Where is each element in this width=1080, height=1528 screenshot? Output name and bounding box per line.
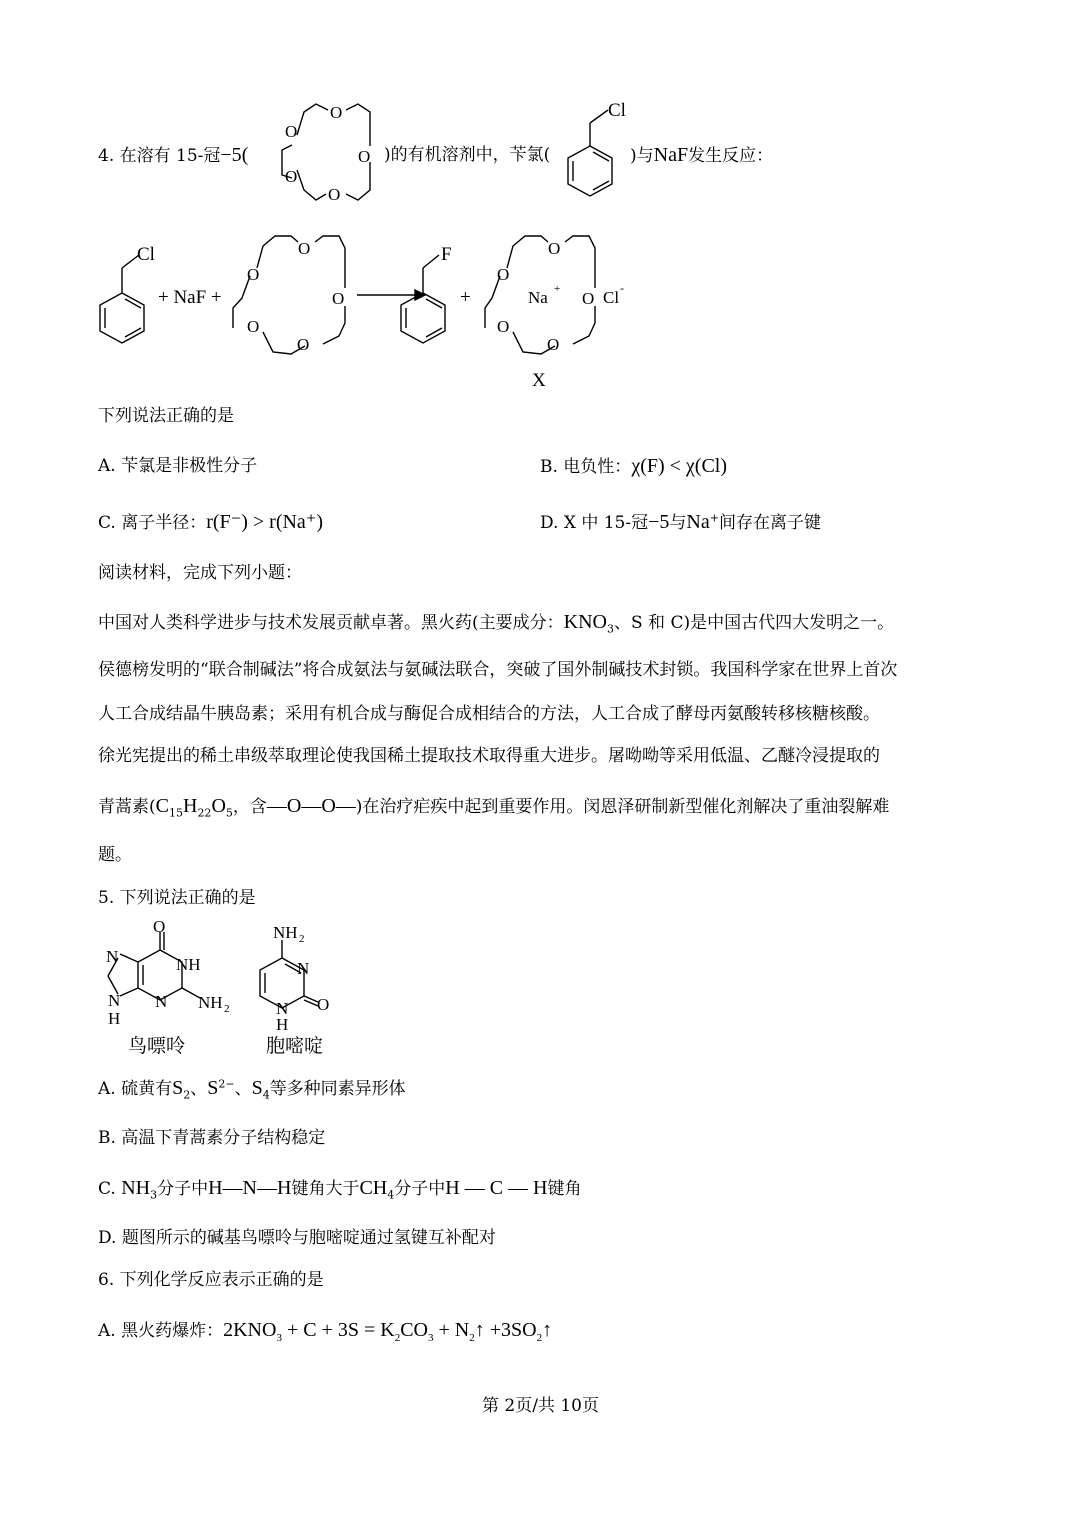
sub: 3: [427, 1332, 434, 1344]
material-line-1: [98, 611, 895, 636]
amino-label: NH: [273, 923, 298, 942]
naf-reagent: + NaF +: [158, 287, 222, 308]
sub: 4: [387, 1188, 395, 1202]
q4-option-b-formula: χ(F) < χ(Cl): [631, 455, 728, 477]
material-line-5a: 青蒿素(: [98, 797, 156, 817]
q4-stem-mid: [384, 145, 550, 165]
q4-after-benzyl: )与: [630, 146, 654, 166]
reaction-scheme: [95, 228, 635, 393]
q5-option-c-prefix: C.: [98, 1179, 116, 1199]
ch4-formula: CH: [359, 1177, 388, 1199]
eq-part: CO: [400, 1319, 428, 1341]
sup: 2−: [218, 1077, 235, 1091]
hydrogen-label: H: [276, 1015, 289, 1034]
q4-stem: [98, 145, 248, 166]
sub: 2: [469, 1332, 475, 1344]
q4-option-d-dash: −5: [648, 511, 670, 533]
nitrogen-label: N: [155, 992, 168, 1011]
page-number: 第 2页/共 10页: [482, 1396, 599, 1416]
q4-option-d-prefix: D. X 中 15-冠: [540, 513, 649, 533]
formula-sub: 15: [168, 806, 183, 820]
f-atom: F: [441, 244, 452, 265]
guanine-diagram: [100, 918, 250, 1033]
sulfur-s4: S: [251, 1077, 263, 1099]
formula-sub: 5: [225, 806, 233, 820]
material-line-1a: 中国对人类科学进步与技术发展贡献卓著。黑火药(主要成分：: [98, 613, 564, 633]
text: 键角大于: [291, 1179, 360, 1199]
q4-option-a[interactable]: A. 苄氯是非极性分子: [98, 456, 258, 476]
eq-part: 2KNO: [223, 1319, 277, 1341]
material-line-6: 题。: [98, 845, 132, 865]
formula-o: O: [211, 795, 226, 817]
cl-ion: Cl: [603, 288, 620, 307]
material-line-2: 侯德榜发明的“联合制碱法”将合成氨法与氨碱法联合，突破了国外制碱技术封锁。我国科学家在世界上首次: [98, 660, 898, 680]
o-atom: O: [285, 122, 298, 141]
x-label: X: [532, 370, 546, 391]
formula-h: H: [182, 795, 198, 817]
q4-option-d-sup: +: [709, 511, 719, 525]
o-atom: O: [297, 335, 310, 354]
q4-option-d-na: Na: [686, 511, 710, 533]
q4-option-c[interactable]: [98, 512, 323, 533]
q5-option-a-end: 等多种同素异形体: [269, 1079, 406, 1099]
o-atom: O: [332, 289, 345, 308]
o-atom: O: [497, 265, 510, 284]
nitrogen-label: N: [106, 947, 119, 966]
material-line-5b: ，含: [232, 797, 267, 817]
na-charge: +: [554, 283, 561, 295]
amino-label: NH: [198, 993, 223, 1012]
nitrogen-label: N: [276, 999, 289, 1018]
q4-option-d-end: 间存在离子键: [718, 513, 821, 533]
o-atom: O: [328, 185, 341, 204]
amino-sub: 2: [224, 1003, 230, 1015]
cl-atom: Cl: [137, 244, 155, 265]
oxygen-label: O: [153, 917, 166, 936]
q4-end: 发生反应：: [688, 146, 774, 166]
q4-naf: NaF: [653, 144, 689, 166]
sep: 、: [190, 1079, 208, 1099]
text: 分子中: [157, 1179, 209, 1199]
material-line-3: 人工合成结晶牛胰岛素；采用有机合成与酶促合成相结合的方法，人工合成了酵母丙氨酸转移核糖核酸。: [98, 704, 880, 724]
o-atom: O: [285, 167, 298, 186]
kno3-formula: KNO: [563, 611, 607, 633]
sub: 2: [536, 1332, 543, 1344]
o-atom: O: [358, 147, 371, 166]
sep: 、: [234, 1079, 252, 1099]
plus-sign: +: [460, 287, 471, 308]
q5-option-b[interactable]: B. 高温下青蒿素分子结构稳定: [98, 1128, 326, 1148]
q4-option-d-mid: 与: [669, 513, 687, 533]
guanine-name: 鸟嘌呤: [128, 1035, 186, 1057]
hydrogen-label: H: [108, 1009, 121, 1028]
q5-stem: 5. 下列说法正确的是: [98, 888, 256, 908]
nitrogen-label: N: [108, 991, 121, 1010]
q6-option-a-prefix: A. 黑火药爆炸：: [98, 1321, 224, 1341]
text: 键角: [547, 1179, 582, 1199]
na-ion: Na: [528, 288, 548, 307]
hch-bond: H — C — H: [445, 1177, 548, 1199]
formula-c: C: [155, 795, 169, 817]
sub: 3: [150, 1188, 158, 1202]
cytosine-name: 胞嘧啶: [266, 1035, 324, 1057]
material-line-5c: )在治疗疟疾中起到重要作用。闵恩泽研制新型催化剂解决了重油裂解难: [355, 797, 890, 817]
black-powder-equation: [223, 1319, 553, 1344]
eq-part: ↑: [542, 1319, 553, 1341]
hnh-bond: H—N—H: [208, 1177, 292, 1199]
o-atom: O: [298, 239, 311, 258]
q5-option-a-prefix: A. 硫黄有: [98, 1079, 173, 1099]
q5-option-a[interactable]: [98, 1077, 406, 1102]
q4-option-b[interactable]: [540, 456, 727, 477]
o-atom: O: [547, 335, 560, 354]
eq-part: ↑ +3SO: [474, 1319, 537, 1341]
q4-dash5: −5: [220, 144, 242, 166]
cytosine-diagram: [255, 918, 355, 1033]
kno3-sub: 3: [606, 622, 614, 636]
sub: 3: [276, 1332, 282, 1344]
q6-option-a[interactable]: [98, 1319, 553, 1344]
q4-paren: (: [241, 144, 249, 166]
o-atom: O: [330, 103, 343, 122]
q4-option-c-formula: r(F⁻) > r(Na⁺): [206, 511, 324, 533]
sulfur-s2: S: [172, 1077, 184, 1099]
o-atom: O: [582, 289, 595, 308]
text: 分子中: [394, 1179, 446, 1199]
q6-stem: 6. 下列化学反应表示正确的是: [98, 1270, 324, 1290]
benzyl-chloride-diagram: [560, 98, 640, 208]
o-atom: O: [247, 317, 260, 336]
material-line-4: 徐光宪提出的稀土串级萃取理论使我国稀土提取技术取得重大进步。屠呦呦等采用低温、乙醚冷浸提取的: [98, 746, 880, 766]
nh3-formula: NH: [121, 1177, 151, 1199]
sub: 4: [262, 1088, 270, 1102]
material-intro: 阅读材料，完成下列小题：: [98, 563, 302, 583]
nitrogen-label: N: [297, 959, 310, 978]
cl-charge: -: [620, 281, 624, 295]
formula-sub: 22: [197, 806, 212, 820]
nh-label: NH: [176, 955, 201, 974]
sub: 2: [183, 1088, 191, 1102]
q5-option-c[interactable]: [98, 1177, 582, 1202]
o-atom: O: [497, 317, 510, 336]
material-line-1b: 、S 和 C)是中国古代四大发明之一。: [613, 613, 895, 633]
material-line-5: [98, 795, 890, 820]
q4-stem-end: [630, 145, 773, 166]
peroxide-group: —O—O—: [266, 795, 356, 817]
amino-sub: 2: [299, 933, 305, 945]
q4-prefix: 4. 在溶有 15-冠: [98, 146, 221, 166]
sulfide-ion: S: [207, 1077, 219, 1099]
eq-part: + N: [433, 1319, 470, 1341]
eq-part: + C + 3S = K: [281, 1319, 395, 1341]
cl-atom: Cl: [608, 100, 626, 121]
q4-question: 下列说法正确的是: [98, 406, 234, 426]
oxygen-label: O: [317, 995, 330, 1014]
o-atom: O: [247, 265, 260, 284]
q5-option-d[interactable]: D. 题图所示的碱基鸟嘌呤与胞嘧啶通过氢键互补配对: [98, 1228, 496, 1248]
sub: 2: [394, 1332, 401, 1344]
q4-option-c-prefix: C. 离子半径：: [98, 513, 207, 533]
q4-option-d[interactable]: [540, 512, 821, 533]
q4-option-b-prefix: B. 电负性：: [540, 457, 632, 477]
q4-after-crown: )的有机溶剂中，苄氯(: [384, 145, 551, 165]
crown-ether-diagram: [270, 90, 390, 215]
o-atom: O: [548, 239, 561, 258]
